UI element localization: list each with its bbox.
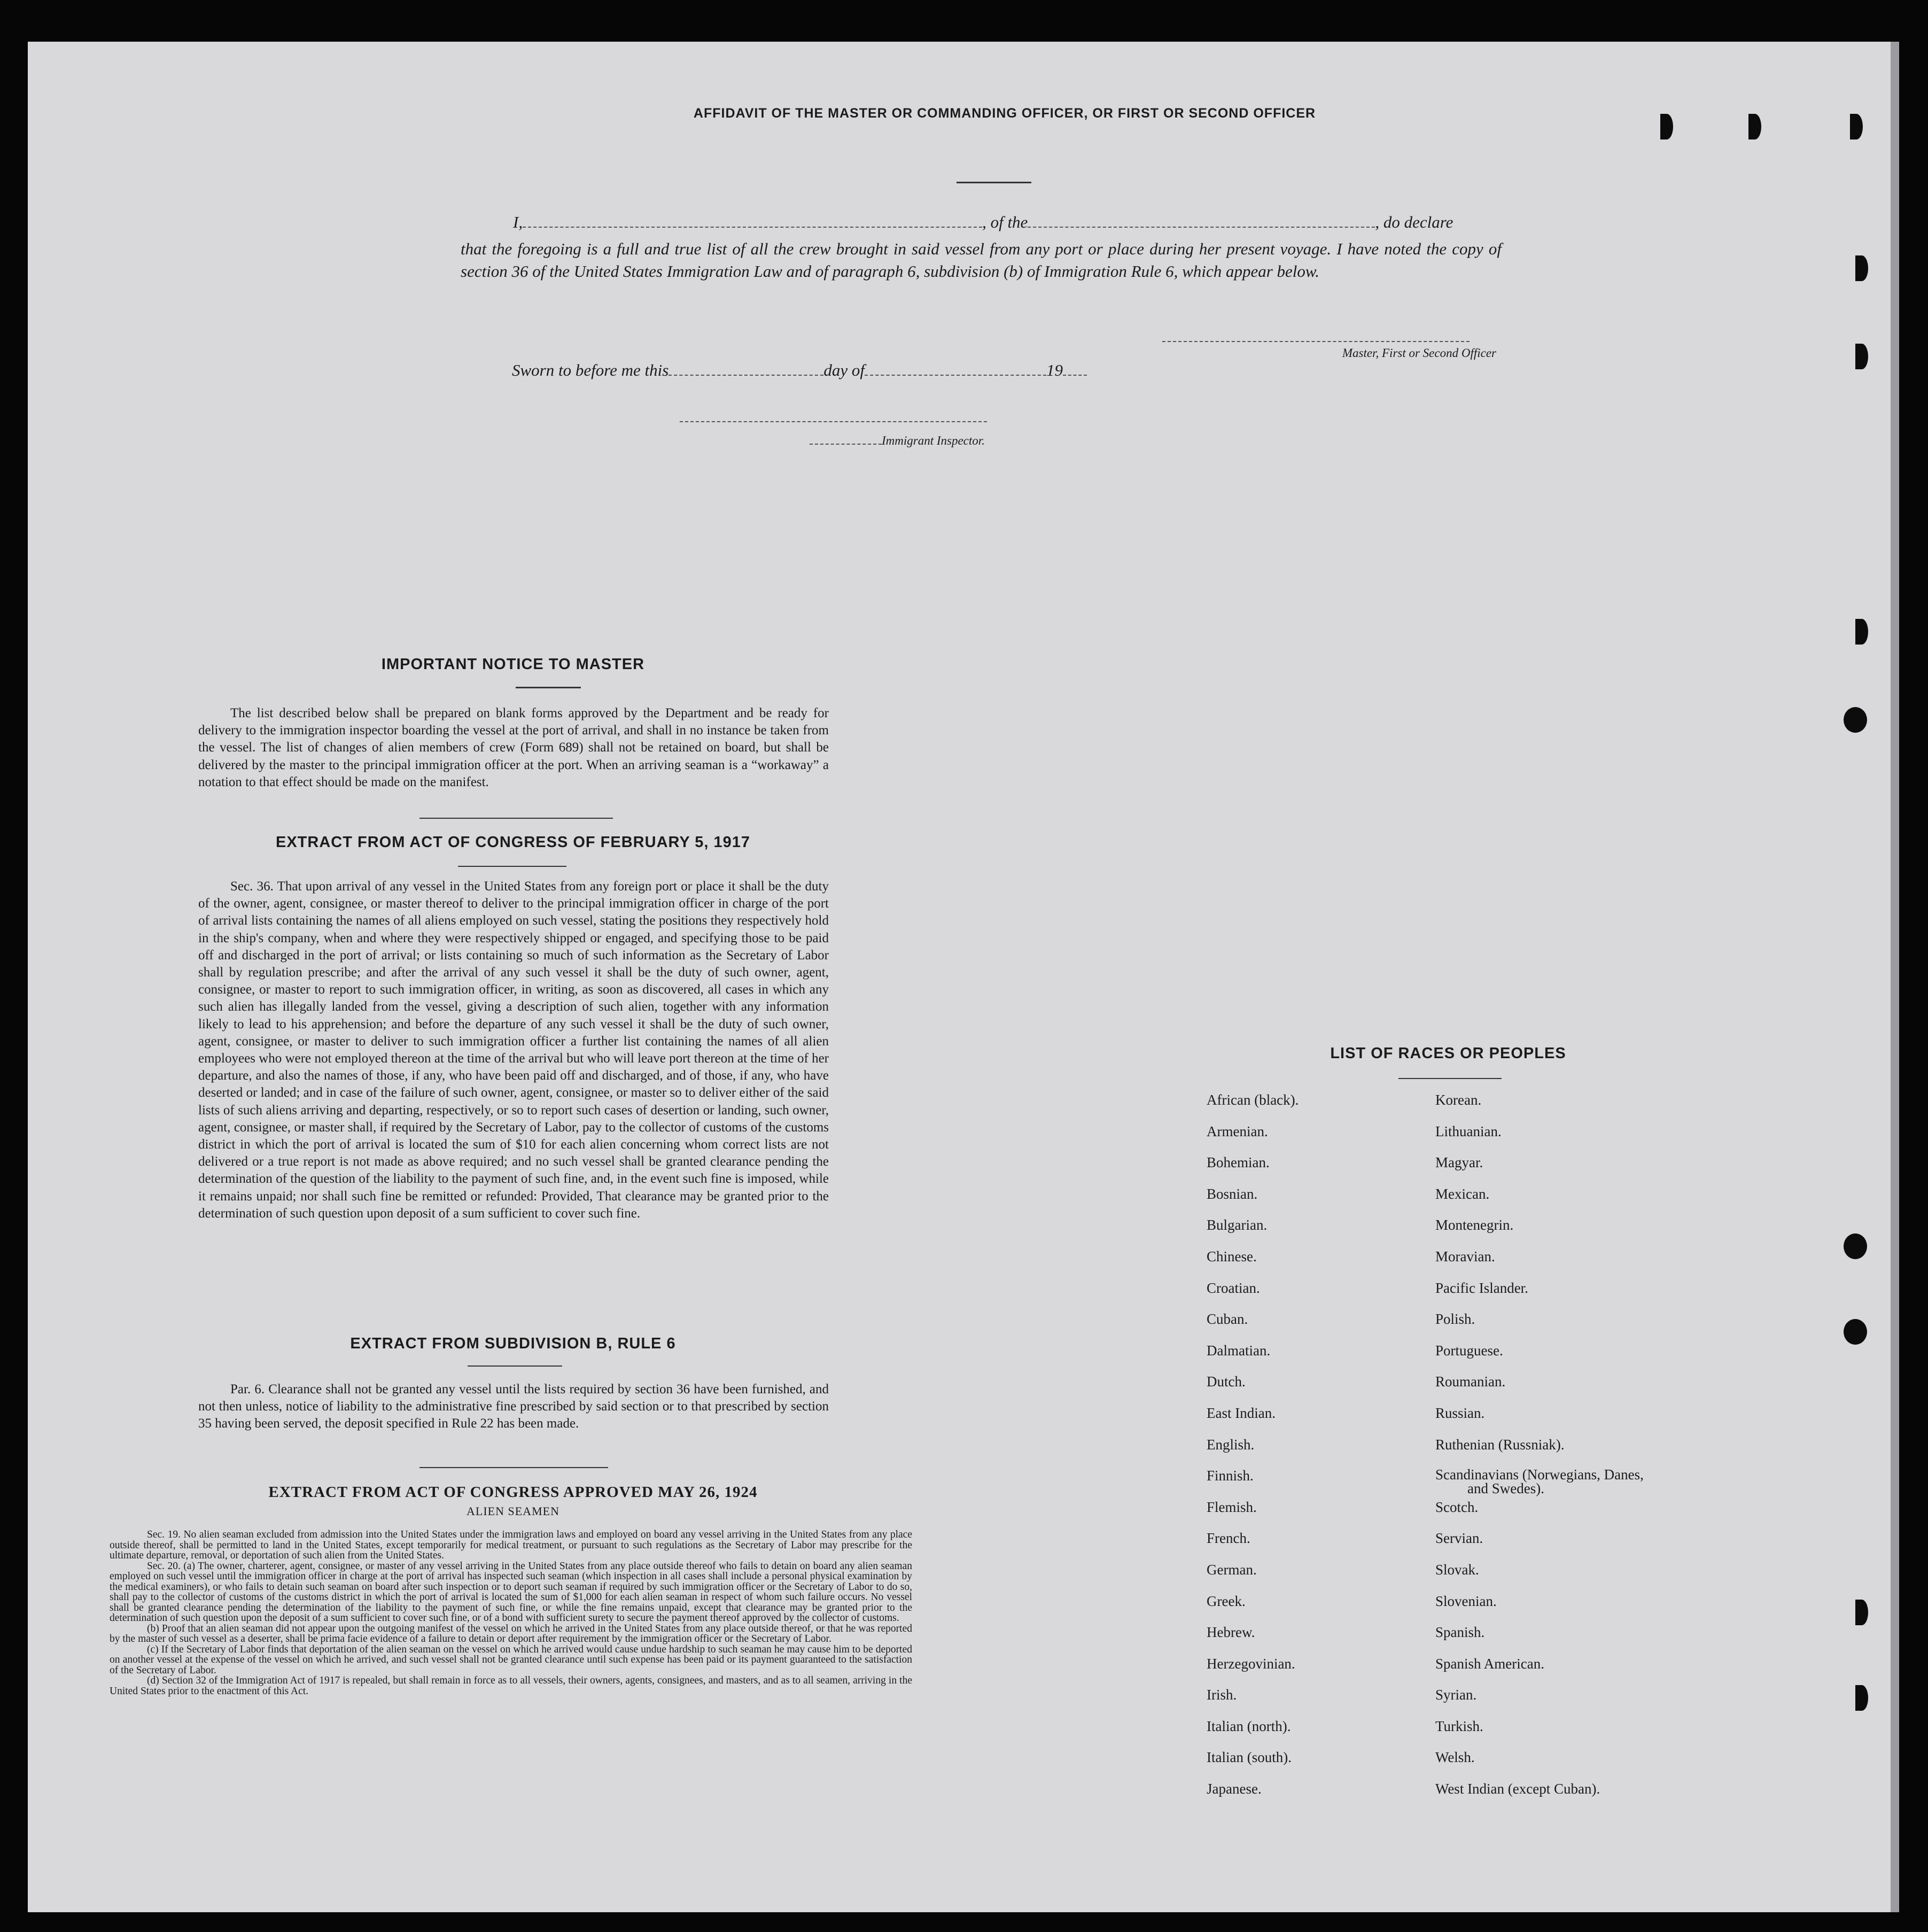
race-item: Scotch. — [1435, 1499, 1479, 1515]
race-item: Slovenian. — [1435, 1593, 1497, 1609]
master-label: Master, First or Second Officer — [1342, 346, 1496, 360]
punch-hole — [1855, 619, 1868, 645]
races-heading: LIST OF RACES OR PEOPLES — [1330, 1045, 1566, 1062]
race-item: Welsh. — [1435, 1749, 1475, 1766]
divider — [1398, 1078, 1502, 1079]
do-declare-label: , do declare — [1375, 213, 1453, 231]
inspector-signature-line[interactable] — [680, 421, 987, 422]
race-item: Polish. — [1435, 1311, 1475, 1328]
divider — [957, 182, 1031, 183]
sworn-day-blank[interactable] — [668, 375, 823, 376]
race-item: Scandinavians (Norwegians, Danes, and Swedes). — [1435, 1467, 1644, 1497]
rule6-body: Par. 6. Clearance shall not be granted any vessel until the lists required by section 36 have been furnished, and not then unless, notice of liability to the administrative fine prescribed by said section or to that prescribed by section 35 having been served, the deposit specified in Rule 22 has been made. — [198, 1382, 829, 1431]
race-item: Italian (south). — [1207, 1749, 1292, 1766]
race-item: Chinese. — [1207, 1248, 1257, 1264]
sworn-year-blank[interactable] — [1063, 375, 1087, 376]
race-item: Cuban. — [1207, 1311, 1248, 1328]
punch-hole — [1844, 1233, 1867, 1259]
divider — [516, 687, 581, 688]
race-item: Croatian. — [1207, 1279, 1260, 1296]
race-item: Spanish. — [1435, 1624, 1485, 1641]
vessel-blank[interactable] — [1028, 227, 1375, 228]
punch-hole — [1855, 344, 1868, 369]
act1924-subheading: ALIEN SEAMEN — [467, 1504, 559, 1518]
page-edge — [1891, 42, 1899, 1912]
race-item: Armenian. — [1207, 1123, 1268, 1139]
punch-hole — [1660, 114, 1673, 139]
race-item: Flemish. — [1207, 1499, 1257, 1515]
sec20b-paragraph: (b) Proof that an alien seaman did not appear upon the outgoing manifest of the vessel on which he arrived in the United States from any place outside thereof, or that he was reported by the master of such vessel as a deserter, shall be prima facie evidence of a failure to detain or deport after requirement by the immigration officer or the Secretary of Labor. — [110, 1623, 912, 1644]
act1917-body: Sec. 36. That upon arrival of any vessel in the United States from any foreign port or place it shall be the duty of the owner, agent, consignee, or master thereof to deliver to the principal immigration officer in charge of the port of arrival lists containing the names of all aliens employed on such vessel, stating the positions they respectively hold in the ship's company, when and where they were respectively shipped or engaged, and specifying those to be paid off and discharged in the port of arrival; or lists containing so much of such information as the Secretary of Labor shall by regulation prescribe; and after the arrival of any such vessel it shall be the duty of such owner, agent, consignee, or master to report to such immigration officer, in writing, as soon as discovered, all cases in which any such alien has illegally landed from the vessel, giving a description of such alien, together with any information likely to lead to his apprehension; and before the departure of any such vessel it shall be the duty of such owner, agent, consignee, or master to deliver to such immigration officer a further list containing the names of all alien employees who were not employed thereon at the time of the arrival but who will leave port thereon at the time of her departure, and also the names of those, if any, who have been paid off and discharged, and of those, if any, who have deserted or landed; and in case of the failure of such owner, agent, consignee, or master so to deliver either of the said lists of such aliens arriving and departing, respectively, or so to report such cases of desertion or landing, such owner, agent, consignee, or master shall, if required by the Secretary of Labor, pay to the collector of customs of the customs district in which the port of arrival is located the sum of $10 for each alien concerning whom correct lists are not delivered or a true report is not made as above required; and no such vessel shall be granted clearance pending the determination of the question of the liability to the payment of such fine, and, in the event such fine is imposed, while it remains unpaid; nor shall such fine be remitted or refunded: Provided, That clearance may be granted prior to the determination of such question upon deposit of a sum sufficient to cover such fine. — [198, 879, 829, 1221]
race-item: West Indian (except Cuban). — [1435, 1781, 1600, 1797]
master-signature-line[interactable] — [1162, 341, 1470, 342]
race-item: Bosnian. — [1207, 1185, 1258, 1202]
sec20d-paragraph: (d) Section 32 of the Immigration Act of 1917 is repealed, but shall remain in force as to all vessels, their owners, agents, consignees, and masters, and as to all seamen, arriving in the United States prior to the enactment of this Act. — [110, 1675, 912, 1697]
race-item: Servian. — [1435, 1530, 1483, 1547]
sworn-month-blank[interactable] — [865, 375, 1046, 376]
punch-hole — [1844, 707, 1867, 733]
punch-hole — [1844, 1319, 1867, 1345]
race-item: Moravian. — [1435, 1248, 1495, 1264]
inspector-line — [810, 434, 985, 448]
i-label: I, — [513, 213, 523, 231]
race-item: Slovak. — [1435, 1561, 1479, 1578]
race-item: Turkish. — [1435, 1718, 1483, 1734]
sworn-line — [512, 361, 1087, 380]
divider — [419, 818, 613, 819]
punch-hole — [1855, 1685, 1868, 1711]
race-item: Italian (north). — [1207, 1718, 1291, 1734]
race-item: Russian. — [1435, 1405, 1485, 1421]
divider — [419, 1467, 608, 1468]
affidavit-heading: AFFIDAVIT OF THE MASTER OR COMMANDING OFFICER, OR FIRST OR SECOND OFFICER — [693, 106, 1316, 121]
race-item: East Indian. — [1207, 1405, 1276, 1421]
punch-hole — [1855, 255, 1868, 281]
race-item: Finnish. — [1207, 1468, 1254, 1484]
race-item: Magyar. — [1435, 1154, 1483, 1171]
race-item: Hebrew. — [1207, 1624, 1255, 1641]
race-item: Montenegrin. — [1435, 1217, 1514, 1233]
races-right-column — [1435, 1092, 1660, 1812]
notice-heading: IMPORTANT NOTICE TO MASTER — [381, 656, 645, 673]
race-item: Mexican. — [1435, 1185, 1490, 1202]
sworn-label: Sworn to before me this — [512, 361, 669, 379]
race-item: Bohemian. — [1207, 1154, 1270, 1171]
punch-hole — [1855, 1600, 1868, 1625]
divider — [468, 1365, 562, 1367]
race-item: Pacific Islander. — [1435, 1279, 1528, 1296]
inspector-dash — [810, 444, 882, 445]
race-item: Portuguese. — [1435, 1342, 1503, 1359]
race-item: Japanese. — [1207, 1781, 1262, 1797]
act1924-heading: EXTRACT FROM ACT OF CONGRESS APPROVED MAY 26, 1924 — [268, 1484, 758, 1501]
races-left-column — [1207, 1092, 1410, 1812]
race-item: Bulgarian. — [1207, 1217, 1268, 1233]
of-the-label: , of the — [982, 213, 1028, 231]
race-item: Greek. — [1207, 1593, 1246, 1609]
race-item: English. — [1207, 1436, 1255, 1453]
race-item: Korean. — [1435, 1092, 1482, 1108]
act1924-body — [110, 1530, 912, 1696]
race-item: Lithuanian. — [1435, 1123, 1502, 1139]
race-item: German. — [1207, 1561, 1257, 1578]
sec19-paragraph: Sec. 19. No alien seaman excluded from admission into the United States under the immigration laws and employed on board any vessel arriving in the United States from any place outside thereof, shall be permitted to land in the United States, except temporarily for medical treatment, or pursuant to such regulations as the Secretary of Labor may prescribe for the ultimate departure, removal, or deportation of such alien from the United States. — [110, 1529, 912, 1561]
punch-hole — [1850, 114, 1863, 139]
race-item: French. — [1207, 1530, 1250, 1547]
race-item: Ruthenian (Russniak). — [1435, 1436, 1565, 1453]
sec20a-paragraph: Sec. 20. (a) The owner, charterer, agent, consignee, or master of any vessel arriving in the United States from any place outside thereof who fails to detain on board any alien seaman employed on such vessel until the immigration officer in charge at the port of arrival has inspected such seaman (which inspection in all cases shall include a personal physical examination by the medical examiners), or who fails to detain such seaman on board after such inspection or to deport such seaman if required by such immigration officer or the Secretary of Labor to do so, shall pay to the collector of customs of the customs district in which the port of arrival is located the sum of $1,000 for each alien seaman in respect of whom such failure occurs. No vessel shall be granted clearance pending the determination of the liability to the payment of such fine, or while the fine remains unpaid, except that clearance may be granted prior to the determination of such question upon the deposit of a sum sufficient to cover such fine, or of a bond with sufficient surety to secure the payment thereof approved by the collector of customs. — [110, 1560, 912, 1624]
punch-hole — [1748, 114, 1761, 139]
race-item: Irish. — [1207, 1687, 1237, 1703]
race-item: Roumanian. — [1435, 1374, 1506, 1390]
race-item: Syrian. — [1435, 1687, 1477, 1703]
day-of-label: day of — [823, 361, 865, 379]
race-item: Dutch. — [1207, 1374, 1246, 1390]
race-item: Spanish American. — [1435, 1655, 1544, 1672]
name-blank[interactable] — [523, 227, 982, 228]
act1917-heading: EXTRACT FROM ACT OF CONGRESS OF FEBRUARY 5, 1917 — [275, 834, 751, 851]
rule6-heading: EXTRACT FROM SUBDIVISION B, RULE 6 — [350, 1335, 676, 1352]
sec20c-paragraph: (c) If the Secretary of Labor finds that deportation of the alien seaman on the vessel on which he arrived would cause undue hardship to such seaman he may cause him to be deported on another vessel at the expense of the vessel on which he arrived, and such vessel shall not be granted clearance until such expense has been paid or its payment guaranteed to the satisfaction of the Secretary of Labor. — [110, 1643, 912, 1676]
affidavit-first-line — [513, 213, 1502, 235]
affidavit-declaration: that the foregoing is a full and true list of all the crew brought in said vessel from any port or place during her present voyage. I have noted the copy of section 36 of the United States Immigration Law and of paragraph 6, subdivision (b) of Immigration Rule 6, which appear below. — [461, 239, 1502, 281]
divider — [458, 866, 566, 867]
inspector-label: Immigrant Inspector. — [882, 434, 985, 447]
race-item: African (black). — [1207, 1092, 1299, 1108]
race-item: Dalmatian. — [1207, 1342, 1271, 1359]
year-prefix: 19 — [1046, 361, 1063, 379]
notice-body: The list described below shall be prepared on blank forms approved by the Department and be ready for delivery to the immigration inspector boarding the vessel at the port of arrival, and shall in no instance be taken from the vessel. The list of changes of alien members of crew (Form 689) shall not be retained on board, but shall be delivered by the master to the principal immigration officer at the port. When an arriving seaman is a “workaway” a notation to that effect should be made on the manifest. — [198, 706, 829, 789]
race-item: Herzegovinian. — [1207, 1655, 1295, 1672]
